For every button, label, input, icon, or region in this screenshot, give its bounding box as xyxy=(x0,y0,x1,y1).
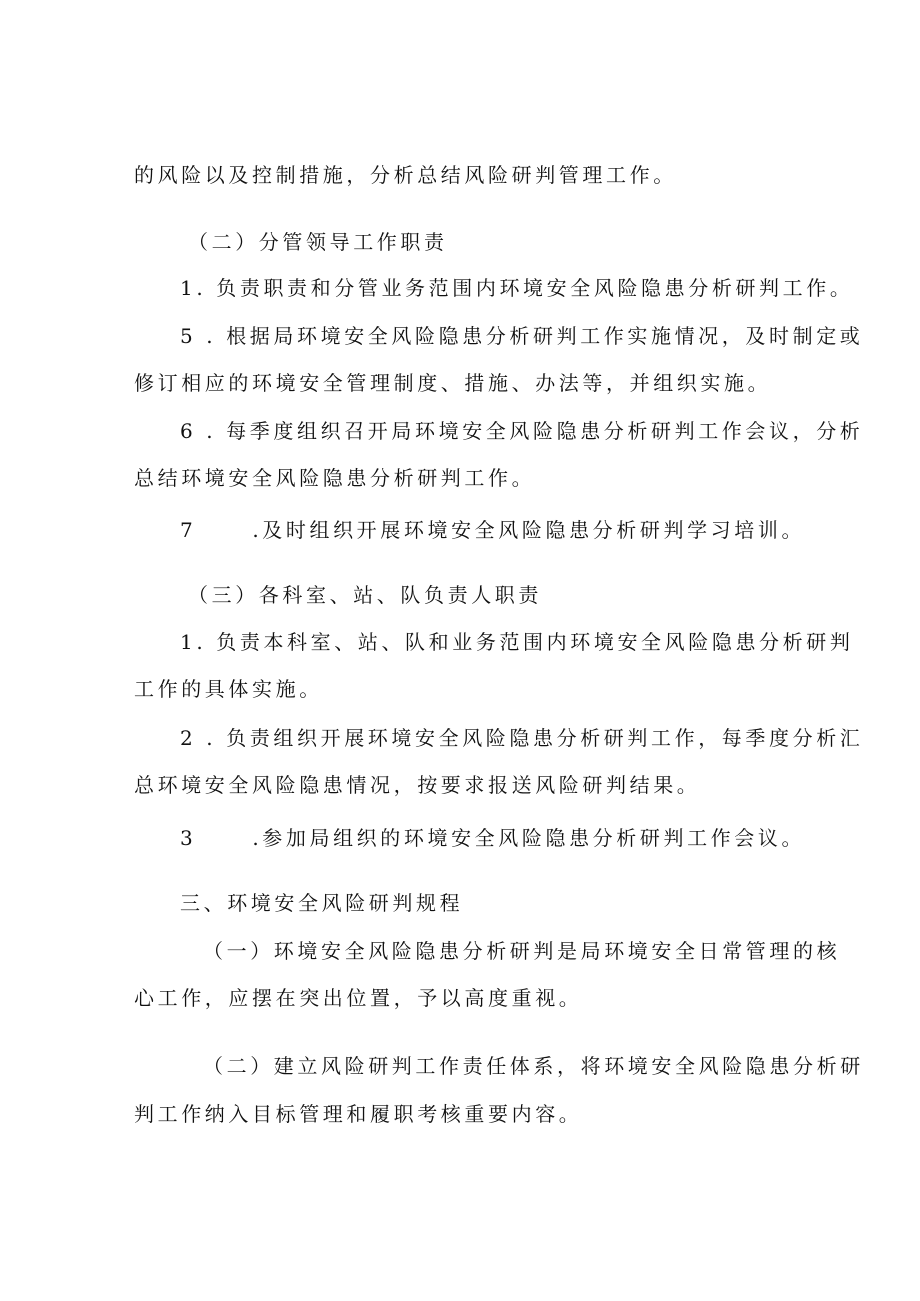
dept-list-item-3 xyxy=(180,826,805,850)
procedure-item-2-continuation: 判工作纳入目标管理和履职考核重要内容。 xyxy=(134,1102,583,1126)
dept-list-item-1: 1. 负责本科室、站、队和业务范围内环境安全风险隐患分析研判 xyxy=(180,630,854,654)
dept-list-item-1-continuation: 工作的具体实施。 xyxy=(134,677,323,701)
list-item-7-number: 7 xyxy=(180,518,197,542)
section-heading-leaders: （二）分管领导工作职责 xyxy=(188,230,448,254)
paragraph-continuation: 的风险以及控制措施，分析总结风险研判管理工作。 xyxy=(134,163,677,187)
list-item-6-continuation: 总结环境安全风险隐患分析研判工作。 xyxy=(134,466,536,490)
section-heading-departments: （三）各科室、站、队负责人职责 xyxy=(188,583,542,607)
list-item-6: 6 . 每季度组织召开局环境安全风险隐患分析研判工作会议，分析 xyxy=(180,419,864,443)
procedure-item-2: （二）建立风险研判工作责任体系，将环境安全风险隐患分析研 xyxy=(203,1054,864,1078)
dept-list-item-2-continuation: 总环境安全风险隐患情况，按要求报送风险研判结果。 xyxy=(134,773,701,797)
list-item-7-text: .及时组织开展环境安全风险隐患分析研判学习培训。 xyxy=(252,518,806,542)
chapter-heading: 三、环境安全风险研判规程 xyxy=(180,891,464,915)
procedure-item-1-continuation: 心工作，应摆在突出位置，予以高度重视。 xyxy=(134,986,583,1010)
list-item-1: 1. 负责职责和分管业务范围内环境安全风险隐患分析研判工作。 xyxy=(180,276,854,300)
procedure-item-1: （一）环境安全风险隐患分析研判是局环境安全日常管理的核 xyxy=(203,939,841,963)
list-item-5-continuation: 修订相应的环境安全管理制度、措施、办法等，并组织实施。 xyxy=(134,371,772,395)
dept-list-item-3-number: 3 xyxy=(180,826,197,850)
dept-list-item-2: 2 . 负责组织开展环境安全风险隐患分析研判工作，每季度分析汇 xyxy=(180,726,864,750)
list-item-7 xyxy=(180,518,805,542)
dept-list-item-3-text: .参加局组织的环境安全风险隐患分析研判工作会议。 xyxy=(252,826,806,850)
list-item-5: 5 . 根据局环境安全风险隐患分析研判工作实施情况，及时制定或 xyxy=(180,324,864,348)
